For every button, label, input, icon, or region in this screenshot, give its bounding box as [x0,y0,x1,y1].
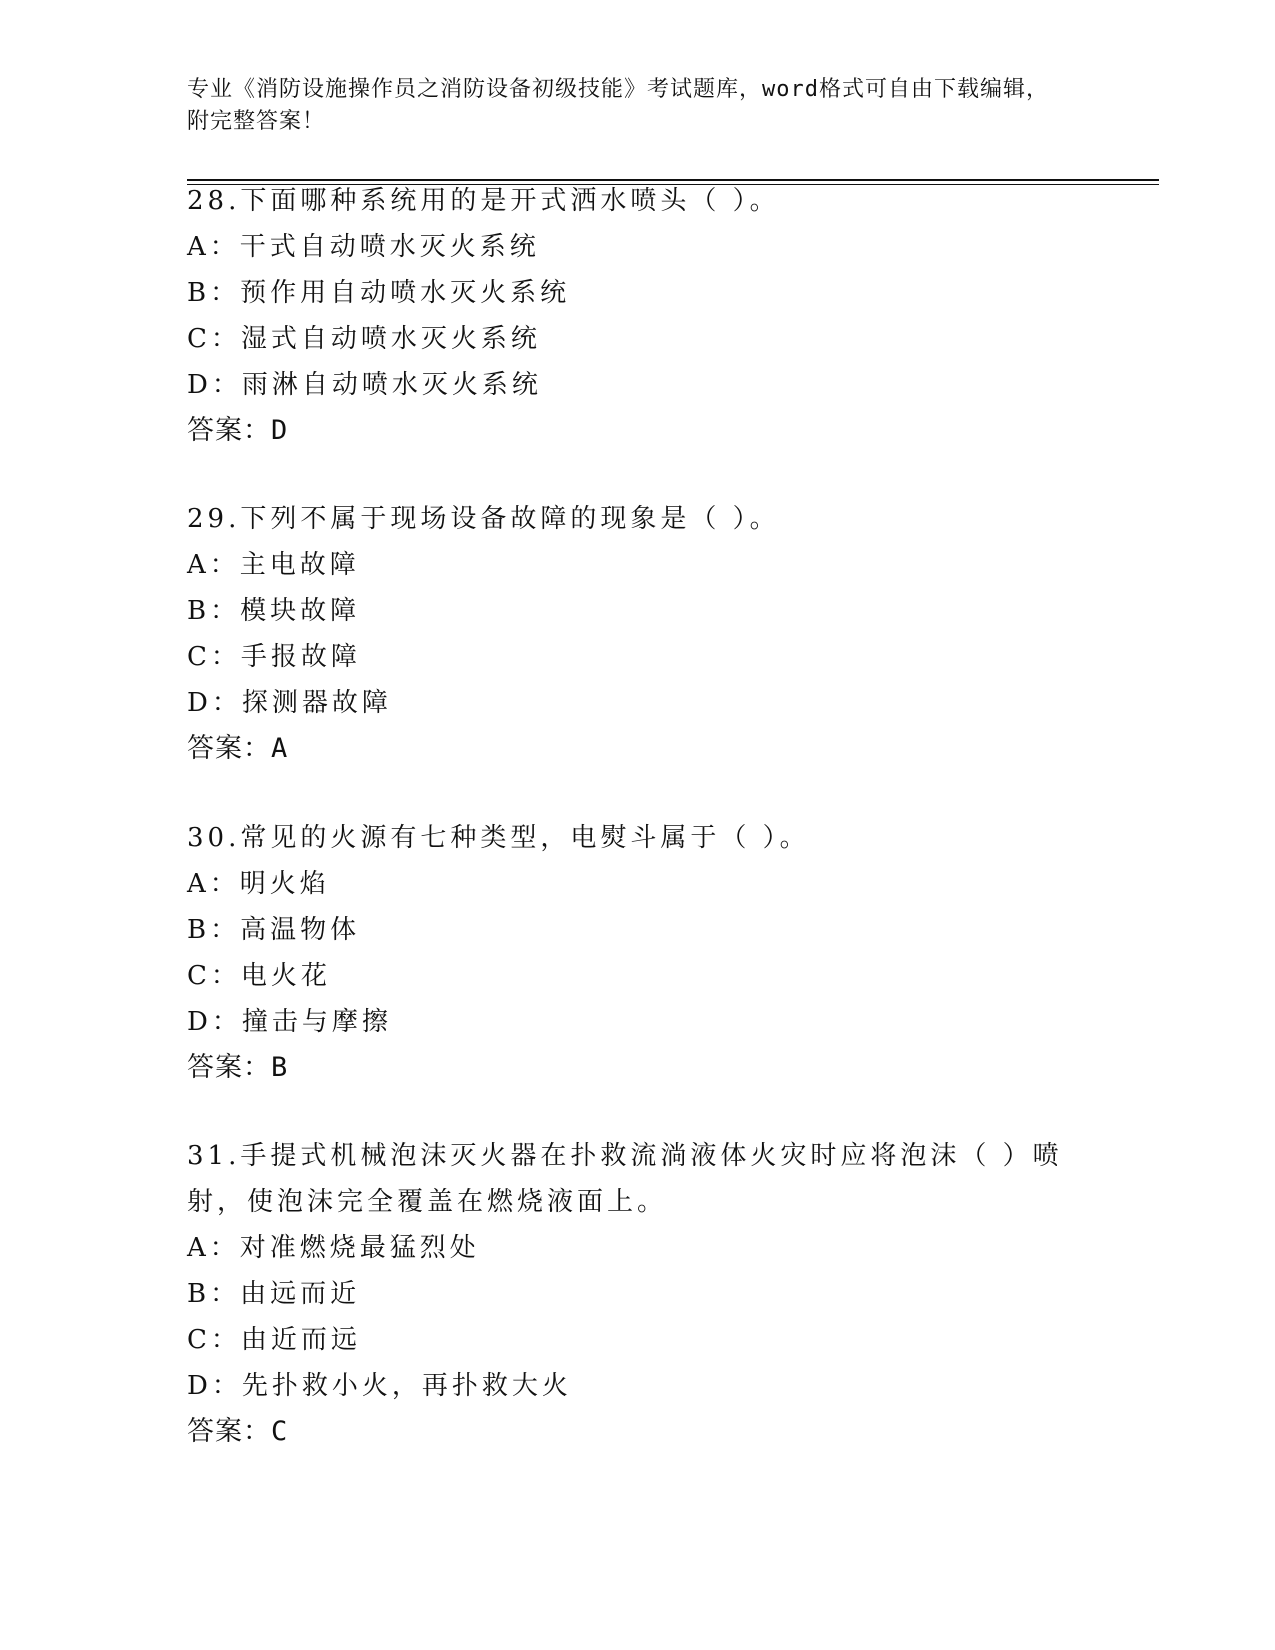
question-stem: 31.手提式机械泡沫灭火器在扑救流淌液体火灾时应将泡沫（ ）喷射，使泡沫完全覆盖在燃烧液面上。 [187,1141,1063,1217]
question-block [187,815,1087,1091]
question-stem: 28.下面哪种系统用的是开式洒水喷头（ ）。 [187,186,780,216]
option-b: B：高温物体 [187,915,361,945]
option-a: A：对准燃烧最猛烈处 [187,1233,480,1263]
answer-line: 答案：B [187,1052,289,1083]
option-d: D：雨淋自动喷水灭火系统 [187,370,542,400]
option-c: C：手报故障 [187,642,361,672]
option-d: D：撞击与摩擦 [187,1007,392,1037]
option-b: B：模块故障 [187,596,361,626]
question-block [187,496,1087,772]
option-a: A：主电故障 [187,550,360,580]
option-d: D：先扑救小火，再扑救大火 [187,1371,572,1401]
answer-line: 答案：D [187,415,289,446]
question-block [187,1133,1087,1455]
option-d: D：探测器故障 [187,688,392,718]
answer-line: 答案：A [187,733,289,764]
document-header: 专业《消防设施操作员之消防设备初级技能》考试题库，word格式可自由下载编辑，附完整答案！ [187,77,1049,134]
option-c: C：湿式自动喷水灭火系统 [187,324,541,354]
option-c: C：电火花 [187,961,331,991]
option-c: C：由近而远 [187,1325,361,1355]
question-block [187,178,1087,454]
option-b: B：预作用自动喷水灭火系统 [187,278,571,308]
option-b: B：由远而近 [187,1279,361,1309]
question-stem: 30.常见的火源有七种类型，电熨斗属于（ ）。 [187,823,810,853]
option-a: A：明火焰 [187,869,330,899]
question-stem: 29.下列不属于现场设备故障的现象是（ ）。 [187,504,780,534]
answer-line: 答案：C [187,1416,289,1447]
option-a: A：干式自动喷水灭火系统 [187,232,540,262]
